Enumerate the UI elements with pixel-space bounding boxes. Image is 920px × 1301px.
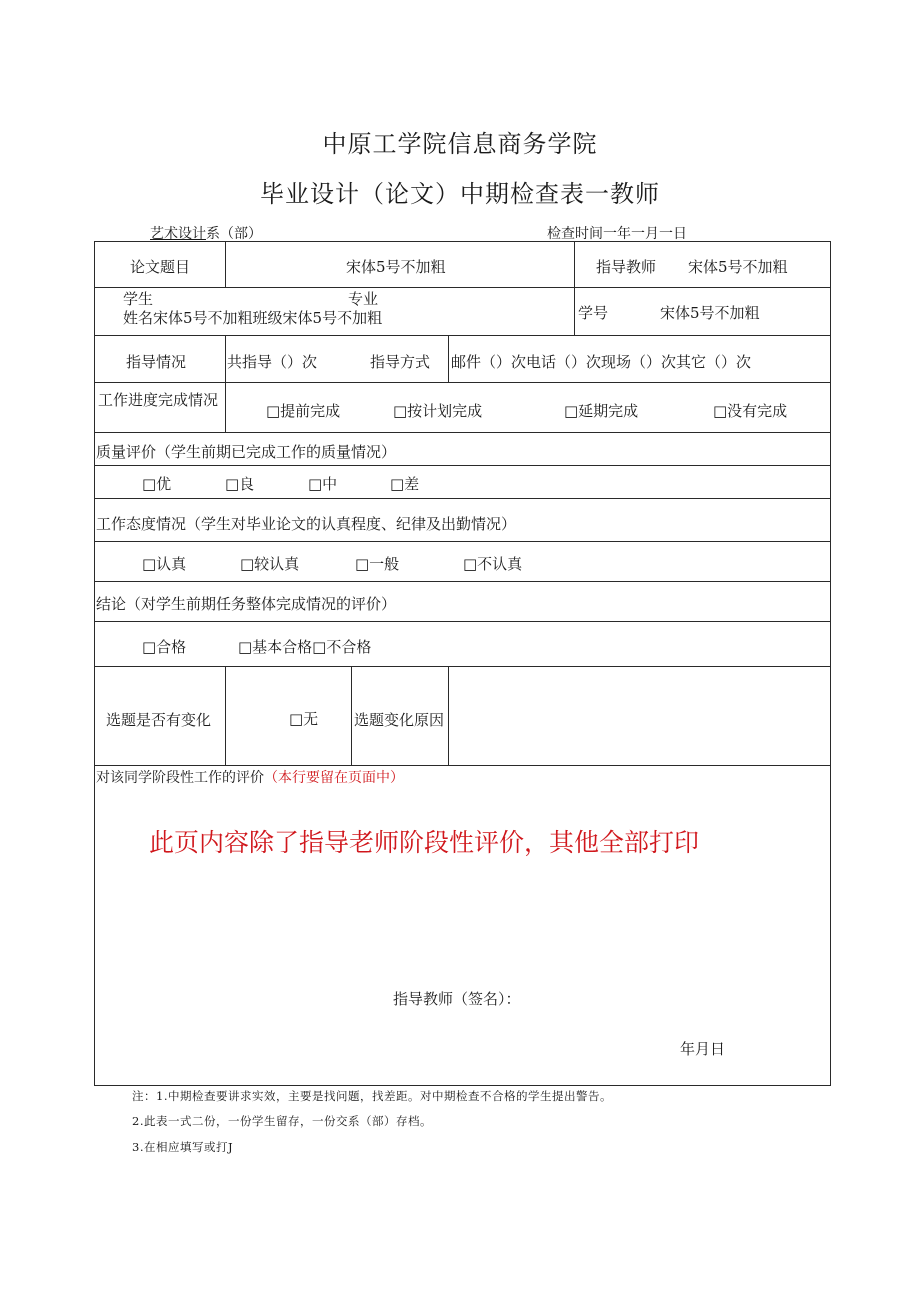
- conclusion-option-pass[interactable]: □合格: [142, 638, 187, 656]
- guidance-methods[interactable]: 邮件（）次电话（）次现场（）次其它（）次: [451, 353, 752, 371]
- major-label: 专业: [348, 290, 379, 308]
- attitude-label: 工作态度情况（学生对毕业论文的认真程度、纪律及出勤情况）: [96, 515, 517, 533]
- guidance-method-label: 指导方式: [370, 353, 431, 371]
- date-label: 年月日: [680, 1040, 726, 1058]
- quality-option-excellent[interactable]: □优: [142, 475, 172, 493]
- guidance-total[interactable]: 共指导（）次: [227, 353, 318, 371]
- note-1: 注：1.中期检查要讲求实效，主要是找问题，找差距。对中期检查不合格的学生提出警告。: [132, 1089, 612, 1103]
- change-reason-label: 选题变化原因: [354, 711, 445, 729]
- quality-option-average[interactable]: □中: [308, 475, 338, 493]
- evaluation-hint: （本行要留在页面中）: [264, 770, 404, 786]
- quality-label: 质量评价（学生前期已完成工作的质量情况）: [96, 443, 397, 461]
- check-time: 检查时间一年一月一日: [547, 226, 687, 242]
- student-label: 学生: [123, 290, 154, 308]
- progress-label: 工作进度完成情况: [98, 391, 219, 409]
- print-notice: 此页内容除了指导老师阶段性评价，其他全部打印: [149, 828, 700, 857]
- quality-option-good[interactable]: □良: [225, 475, 255, 493]
- guidance-label: 指导情况: [126, 353, 187, 371]
- attitude-option-not-serious[interactable]: □不认真: [463, 555, 523, 573]
- department-suffix: 系（部）: [206, 226, 262, 242]
- note-3: 3.在相应填写或打J: [132, 1140, 234, 1154]
- evaluation-label: 对该同学阶段性工作的评价: [96, 770, 264, 786]
- attitude-option-serious[interactable]: □认真: [142, 555, 187, 573]
- advisor-label: 指导教师: [596, 258, 657, 276]
- evaluation-field[interactable]: [96, 790, 828, 970]
- quality-option-poor[interactable]: □差: [390, 475, 420, 493]
- name-class-line[interactable]: 姓名宋体5号不加粗班级宋体5号不加粗: [123, 309, 383, 327]
- topic-change-label: 选题是否有变化: [106, 711, 212, 729]
- attitude-option-ordinary[interactable]: □一般: [355, 555, 400, 573]
- conclusion-option-other[interactable]: □基本合格□不合格: [238, 638, 372, 656]
- institution-title: 中原工学院信息商务学院: [322, 130, 598, 158]
- topic-change-option-none[interactable]: □无: [289, 710, 319, 728]
- progress-option-on-plan[interactable]: □按计划完成: [393, 402, 483, 420]
- department-line: [150, 223, 262, 243]
- conclusion-label: 结论（对学生前期任务整体完成情况的评价）: [96, 595, 397, 613]
- department-name: 艺术设计: [150, 226, 206, 242]
- evaluation-line: [96, 767, 404, 787]
- change-reason-field[interactable]: [450, 668, 828, 763]
- topic-value[interactable]: 宋体5号不加粗: [346, 258, 446, 276]
- advisor-value[interactable]: 宋体5号不加粗: [688, 258, 788, 276]
- form-title: 毕业设计（论文）中期检查表一教师: [260, 180, 660, 208]
- progress-option-incomplete[interactable]: □没有完成: [713, 402, 788, 420]
- signature-field[interactable]: [530, 985, 730, 1009]
- attitude-option-fairly-serious[interactable]: □较认真: [240, 555, 300, 573]
- student-id-label: 学号: [578, 304, 609, 322]
- student-id-value[interactable]: 宋体5号不加粗: [660, 304, 760, 322]
- progress-option-delayed[interactable]: □延期完成: [564, 402, 639, 420]
- signature-label: 指导教师（签名）：: [393, 990, 521, 1008]
- topic-label: 论文题目: [130, 258, 191, 276]
- note-2: 2.此表一式二份，一份学生留存，一份交系（部）存档。: [132, 1114, 432, 1128]
- progress-option-ahead[interactable]: □提前完成: [266, 402, 341, 420]
